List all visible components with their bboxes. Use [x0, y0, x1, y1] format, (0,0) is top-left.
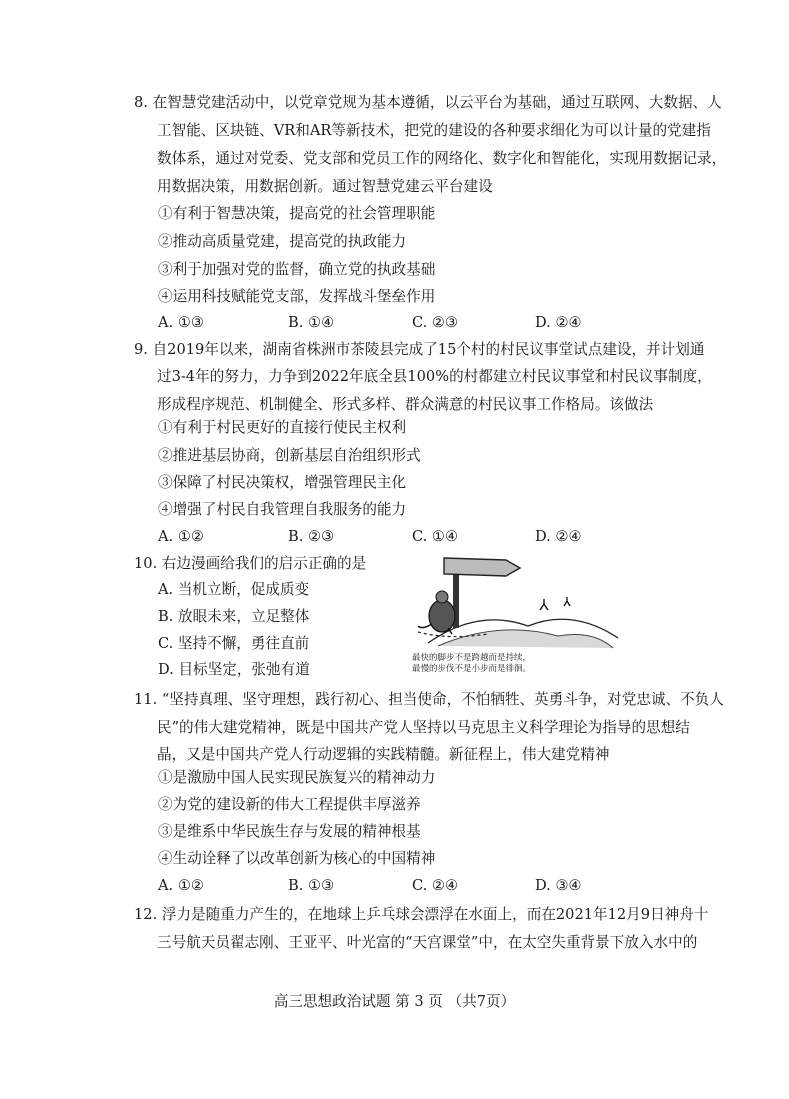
q8-answer-b: B. ①④	[288, 314, 335, 331]
q8-option-4: ④运用科技赋能党支部，发挥战斗堡垒作用	[158, 288, 436, 305]
q10-stem: 10. 右边漫画给我们的启示正确的是	[134, 555, 367, 572]
signpost-arrow	[444, 558, 520, 576]
q11-option-3: ③是维系中华民族生存与发展的精神根基	[158, 823, 421, 840]
q9-option-1: ①有利于村民更好的直接行使民主权利	[158, 419, 407, 436]
hill-fill	[438, 630, 613, 648]
q11-line-2: 民”的伟大建党精神，既是中国共产党人坚持以马克思主义科学理论为指导的思想结	[157, 719, 690, 736]
figure-body	[429, 600, 455, 632]
q8-line-2: 工智能、区块链、VR和AR等新技术，把党的建设的各种要求细化为可以计量的党建指	[157, 122, 711, 139]
q11-option-2: ②为党的建设新的伟大工程提供丰厚滋养	[158, 796, 421, 813]
q10-choice-b: B. 放眼未来，立足整体	[158, 608, 310, 625]
q8-answer-d: D. ②④	[535, 314, 582, 331]
q10-choice-d: D. 目标坚定，张弛有道	[158, 661, 310, 678]
q9-line-2: 过3-4年的努力，力争到2022年底全县100%的村都建立村民议事堂和村民议事制度，	[157, 368, 712, 385]
q11-answer-a: A. ①②	[158, 877, 204, 894]
q11-answer-c: C. ②④	[412, 877, 459, 894]
q9-answer-d: D. ②④	[535, 528, 582, 545]
q9-answer-b: B. ②③	[288, 528, 335, 545]
q8-option-1: ①有利于智慧决策，提高党的社会管理职能	[158, 205, 436, 222]
small-figure-2	[564, 597, 570, 606]
q8-line-1: 8. 在智慧党建活动中，以党章党规为基本遵循，以云平台为基础，通过互联网、大数据、人	[134, 94, 722, 111]
q10-choice-a: A. 当机立断，促成质变	[158, 581, 310, 598]
cartoon-caption	[412, 653, 531, 675]
q12-line-2: 三号航天员翟志刚、王亚平、叶光富的“天宫课堂”中，在太空失重背景下放入水中的	[157, 934, 698, 951]
q8-option-3: ③利于加强对党的监督，确立党的执政基础	[158, 261, 436, 278]
q9-answer-a: A. ①②	[158, 528, 204, 545]
page-footer: 高三思想政治试题 第 3 页 （共7页）	[273, 993, 516, 1010]
q11-answer-b: B. ①③	[288, 877, 335, 894]
q9-option-4: ④增强了村民自我管理自我服务的能力	[158, 501, 407, 518]
q11-line-1: 11. “坚持真理、坚守理想，践行初心、担当使命，不怕牺牲、英勇斗争，对党忠诚、不负人	[134, 691, 724, 708]
q8-line-4: 用数据决策，用数据创新。通过智慧党建云平台建设	[157, 178, 493, 195]
q10-choice-c: C. 坚持不懈，勇往直前	[158, 635, 310, 652]
q8-answer-c: C. ②③	[412, 314, 459, 331]
cartoon-caption-line-2: 最慢的步伐不是小步而是徘徊。	[412, 664, 532, 674]
q11-option-4: ④生动诠释了以改革创新为核心的中国精神	[158, 850, 436, 867]
figure-head	[436, 591, 448, 603]
q9-line-1: 9. 自2019年以来，湖南省株洲市茶陵县完成了15个村的村民议事堂试点建设，并计划通	[134, 341, 705, 358]
q12-line-1: 12. 浮力是随重力产生的，在地球上乒乓球会漂浮在水面上，而在2021年12月9日神舟十	[134, 906, 709, 923]
q8-option-2: ②推动高质量党建，提高党的执政能力	[158, 233, 407, 250]
q11-option-1: ①是激励中国人民实现民族复兴的精神动力	[158, 769, 436, 786]
q8-line-3: 数体系，通过对党委、党支部和党员工作的网络化、数字化和智能化，实现用数据记录，	[157, 150, 727, 167]
q9-line-3: 形成程序规范、机制健全、形式多样、群众满意的村民议事工作格局。该做法	[157, 396, 654, 413]
cartoon-caption-line-1: 最快的脚步不是跨越而是持续，	[412, 653, 532, 663]
q9-option-3: ③保障了村民决策权，增强管理民主化	[158, 474, 407, 491]
q9-option-2: ②推进基层协商，创新基层自治组织形式	[158, 447, 421, 464]
small-figure-1	[540, 599, 548, 610]
q9-answer-c: C. ①④	[412, 528, 459, 545]
q11-answer-d: D. ③④	[535, 877, 582, 894]
q8-answer-a: A. ①③	[158, 314, 204, 331]
q11-line-3: 晶，又是中国共产党人行动逻辑的实践精髓。新征程上，伟大建党精神	[157, 746, 610, 763]
